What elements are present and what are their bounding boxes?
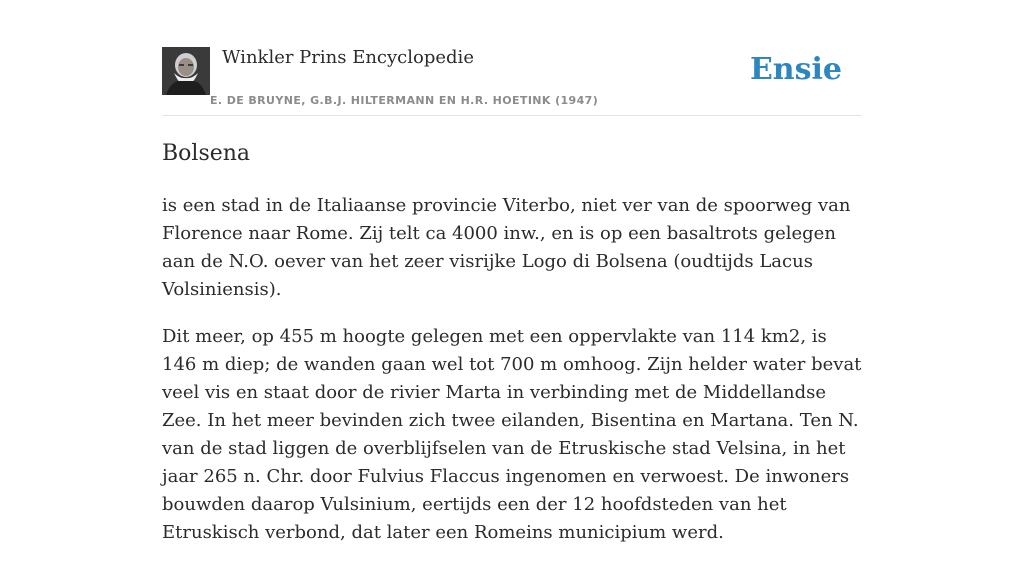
entry-paragraph: Dit meer, op 455 m hoogte gelegen met een oppervlakte van 114 km2, is 146 m diep; de wanden gaan wel tot 700 m omhoog. Zijn helder water bevat veel vis en staat door de rivier Marta in verbinding met de Middellandse Zee. In het meer bevinden zich twee eilanden, Bisentina en Martana. Ten N. van de stad liggen de overblijfselen van de Etruskische stad Velsina, in het jaar 265 n. Chr. door Fulvius Flaccus ingenomen en verwoest. De inwoners bouwden daarop Vulsinium, eertijds een der 12 hoofdsteden van het Etruskisch verbond, dat later een Romeins municipium werd. [162, 326, 862, 543]
source-authors: E. DE BRUYNE, G.B.J. HILTERMANN EN H.R. HOETINK (1947) [210, 94, 599, 107]
author-avatar[interactable] [162, 47, 210, 95]
entry-paragraph: is een stad in de Italiaanse provincie Viterbo, niet ver van de spoorweg van Florence naar Rome. Zij telt ca 4000 inw., en is op een basaltrots gelegen aan de N.O. oever van het zeer visrijke Logo di Bolsena (oudtijds Lacus Volsiniensis). [162, 195, 851, 300]
bearded-man-portrait-icon [162, 47, 210, 95]
source-header [162, 0, 862, 116]
page [162, 0, 862, 543]
entry-body [162, 192, 862, 566]
entry-title: Bolsena [162, 141, 251, 166]
source-title[interactable]: Winkler Prins Encyclopedie [222, 47, 474, 68]
ensie-logo[interactable]: Ensie [749, 52, 842, 87]
